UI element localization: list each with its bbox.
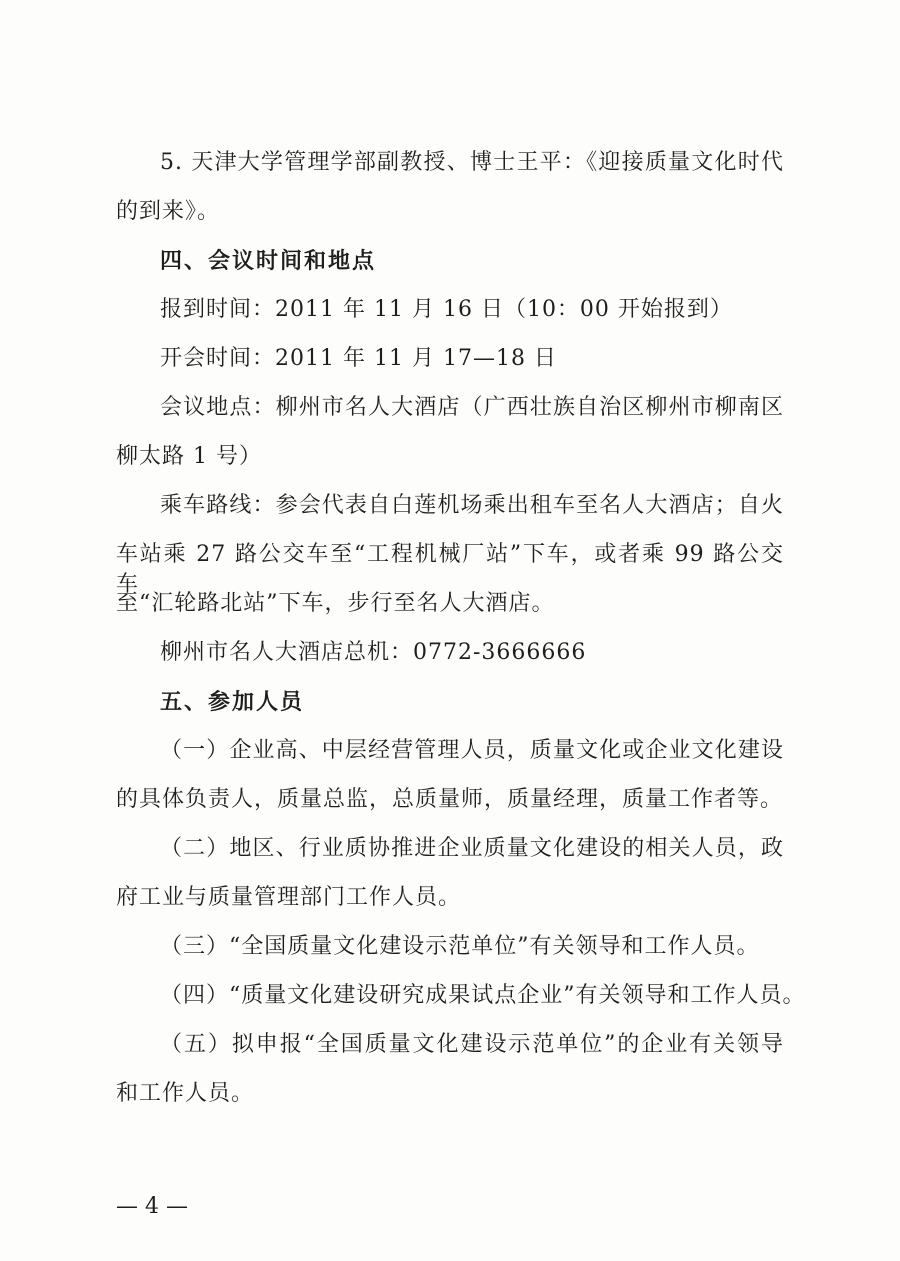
- section-heading-4: 四、会议时间和地点: [160, 248, 377, 274]
- participant-item-4: （四）“质量文化建设研究成果试点企业”有关领导和工作人员。: [160, 983, 806, 1008]
- transport-route-line-1: 乘车路线：参会代表自白莲机场乘出租车至名人大酒店；自火: [160, 493, 784, 518]
- transport-route-line-2: 车站乘 27 路公交车至“工程机械厂站”下车，或者乘 99 路公交车: [116, 542, 784, 597]
- hotel-phone: 柳州市名人大酒店总机：0772-3666666: [160, 640, 587, 665]
- transport-route-line-3: 至“汇轮路北站”下车，步行至名人大酒店。: [116, 591, 555, 616]
- meeting-time: 开会时间：2011 年 11 月 17—18 日: [160, 346, 557, 371]
- participant-item-3: （三）“全国质量文化建设示范单位”有关领导和工作人员。: [160, 934, 760, 959]
- participant-item-1-line-1: （一）企业高、中层经营管理人员，质量文化或企业文化建设: [160, 738, 784, 763]
- registration-time: 报到时间：2011 年 11 月 16 日（10：00 开始报到）: [160, 297, 733, 322]
- participant-item-1-line-2: 的具体负责人，质量总监，总质量师，质量经理，质量工作者等。: [116, 787, 784, 812]
- page-number: — 4 —: [116, 1194, 188, 1219]
- meeting-venue-line-1: 会议地点：柳州市名人大酒店（广西壮族自治区柳州市柳南区: [160, 395, 784, 420]
- paragraph-speaker-5-line-1: 5. 天津大学管理学部副教授、博士王平：《迎接质量文化时代: [160, 150, 784, 175]
- paragraph-speaker-5-line-2: 的到来》。: [116, 199, 221, 224]
- meeting-venue-line-2: 柳太路 1 号）: [116, 444, 262, 469]
- participant-item-2-line-1: （二）地区、行业质协推进企业质量文化建设的相关人员，政: [160, 836, 784, 861]
- participant-item-2-line-2: 府工业与质量管理部门工作人员。: [116, 885, 462, 910]
- section-heading-5: 五、参加人员: [160, 689, 305, 715]
- participant-item-5-line-2: 和工作人员。: [116, 1081, 255, 1106]
- participant-item-5-line-1: （五）拟申报“全国质量文化建设示范单位”的企业有关领导: [160, 1032, 784, 1057]
